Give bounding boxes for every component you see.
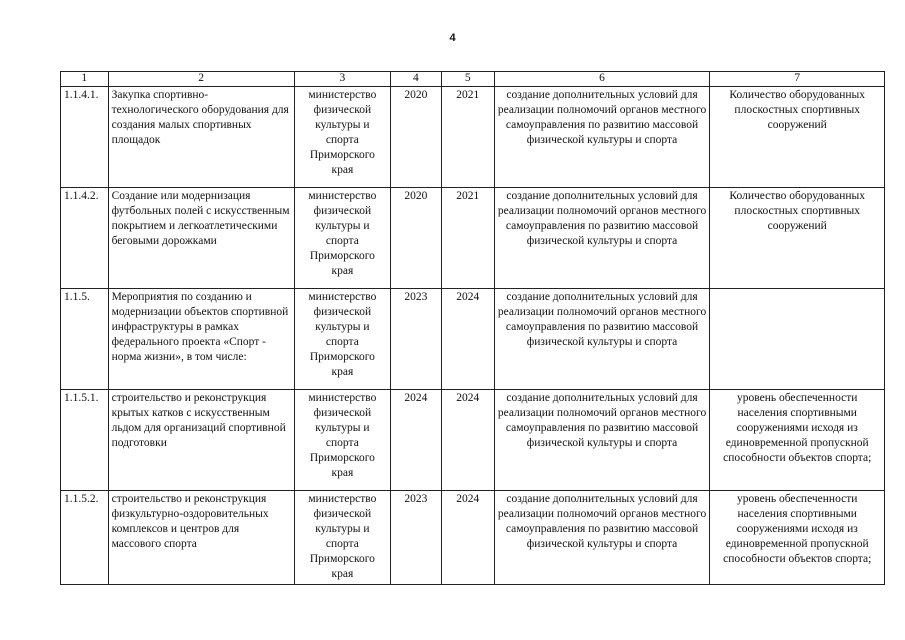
item-result: создание дополнительных условий для реализации полномочий органов местного самоуправления по развитию массовой физической культуры и спорта bbox=[494, 289, 710, 390]
item-name: Создание или модернизация футбольных полей с искусственным покрытием и легкоатлетическими беговыми дорожками bbox=[108, 188, 294, 289]
item-responsible: министерство физической культуры и спорта Приморского края bbox=[294, 390, 390, 491]
item-number: 1.1.5. bbox=[61, 289, 109, 390]
item-end-year: 2021 bbox=[441, 87, 494, 188]
item-number: 1.1.5.2. bbox=[61, 491, 109, 585]
item-start-year: 2023 bbox=[391, 491, 442, 585]
column-header: 4 bbox=[391, 72, 442, 87]
item-start-year: 2020 bbox=[391, 188, 442, 289]
item-name: Мероприятия по созданию и модернизации объектов спортивной инфраструктуры в рамках федерального проекта «Спорт - норма жизни», в том числе: bbox=[108, 289, 294, 390]
item-name: строительство и реконструкция физкультурно-оздоровительных комплексов и центров для массового спорта bbox=[108, 491, 294, 585]
item-start-year: 2024 bbox=[391, 390, 442, 491]
item-result: создание дополнительных условий для реализации полномочий органов местного самоуправления по развитию массовой физической культуры и спорта bbox=[494, 491, 710, 585]
item-number: 1.1.4.1. bbox=[61, 87, 109, 188]
item-result: создание дополнительных условий для реализации полномочий органов местного самоуправления по развитию массовой физической культуры и спорта bbox=[494, 87, 710, 188]
table-row bbox=[61, 390, 885, 491]
column-header: 1 bbox=[61, 72, 109, 87]
item-start-year: 2023 bbox=[391, 289, 442, 390]
item-result: создание дополнительных условий для реализации полномочий органов местного самоуправления по развитию массовой физической культуры и спорта bbox=[494, 188, 710, 289]
column-header: 2 bbox=[108, 72, 294, 87]
item-number: 1.1.4.2. bbox=[61, 188, 109, 289]
item-end-year: 2024 bbox=[441, 491, 494, 585]
table-row bbox=[61, 87, 885, 188]
item-start-year: 2020 bbox=[391, 87, 442, 188]
column-header: 7 bbox=[710, 72, 885, 87]
item-name: Закупка спортивно-технологического оборудования для создания малых спортивных площадок bbox=[108, 87, 294, 188]
item-end-year: 2024 bbox=[441, 390, 494, 491]
item-indicator: Количество оборудованных плоскостных спортивных сооружений bbox=[710, 188, 885, 289]
table-row bbox=[61, 289, 885, 390]
item-number: 1.1.5.1. bbox=[61, 390, 109, 491]
item-responsible: министерство физической культуры и спорта Приморского края bbox=[294, 87, 390, 188]
item-indicator: Количество оборудованных плоскостных спортивных сооружений bbox=[710, 87, 885, 188]
item-indicator: уровень обеспеченности населения спортивными сооружениями исходя из единовременной пропускной способности объектов спорта; bbox=[710, 491, 885, 585]
item-indicator bbox=[710, 289, 885, 390]
table-header-row bbox=[61, 72, 885, 87]
column-header: 6 bbox=[494, 72, 710, 87]
item-responsible: министерство физической культуры и спорта Приморского края bbox=[294, 491, 390, 585]
page-number: 4 bbox=[449, 32, 456, 44]
item-responsible: министерство физической культуры и спорта Приморского края bbox=[294, 289, 390, 390]
item-name: строительство и реконструкция крытых катков с искусственным льдом для организаций спортивной подготовки bbox=[108, 390, 294, 491]
item-result: создание дополнительных условий для реализации полномочий органов местного самоуправления по развитию массовой физической культуры и спорта bbox=[494, 390, 710, 491]
table-row bbox=[61, 188, 885, 289]
activities-table bbox=[60, 71, 885, 585]
item-responsible: министерство физической культуры и спорта Приморского края bbox=[294, 188, 390, 289]
item-end-year: 2021 bbox=[441, 188, 494, 289]
item-end-year: 2024 bbox=[441, 289, 494, 390]
column-header: 5 bbox=[441, 72, 494, 87]
table-row bbox=[61, 491, 885, 585]
item-indicator: уровень обеспеченности населения спортивными сооружениями исходя из единовременной пропускной способности объектов спорта; bbox=[710, 390, 885, 491]
column-header: 3 bbox=[294, 72, 390, 87]
